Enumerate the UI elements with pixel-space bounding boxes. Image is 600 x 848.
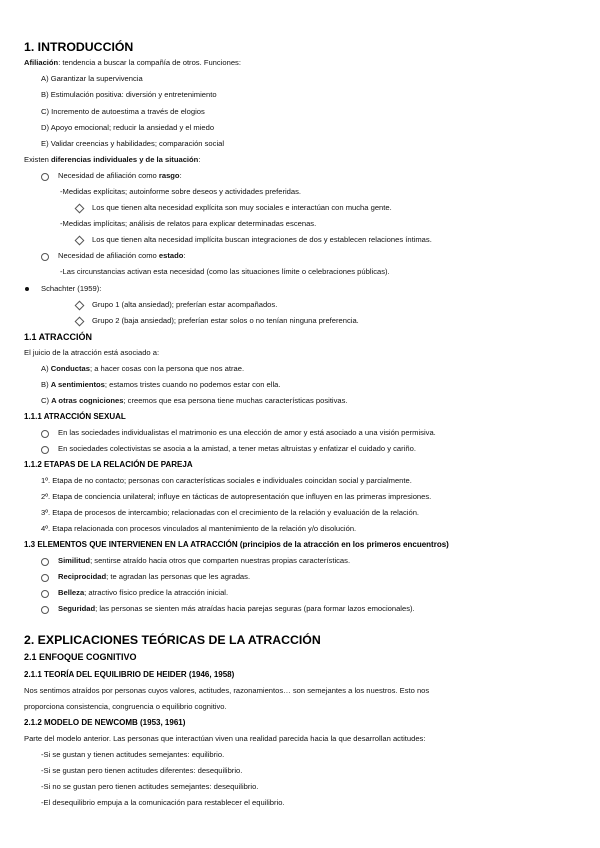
diamond-bullet-icon (75, 301, 85, 311)
etapa-item: 4º. Etapa relacionada con procesos vinculados al mantenimiento de la relación y/o disolución. (41, 524, 357, 533)
section-title-enfoque-cognitivo: 2.1 ENFOQUE COGNITIVO (24, 652, 137, 662)
diferencias-post: : (198, 155, 201, 164)
diferencias-pre: Existen (24, 155, 52, 164)
atraccion-sexual-item: En las sociedades individualistas el matrimonio es una elección de amor y está asociado a una visión permisiva. (58, 428, 436, 437)
item-text: ; estamos tristes cuando no podemos estar con ella. (104, 380, 281, 389)
item-text: ; sentirse atraído hacia otros que comparten nuestras propias características. (90, 556, 351, 565)
function-item: C) Incremento de autoestima a través de elogios (41, 107, 205, 116)
diamond-bullet-icon (75, 236, 85, 246)
section-title-introduccion: 1. INTRODUCCIÓN (24, 40, 134, 54)
item-term: Seguridad (58, 604, 96, 613)
item-term: Conductas (50, 364, 90, 373)
estado-pre: Necesidad de afiliación como (58, 251, 159, 260)
section-title-etapas: 1.1.2 ETAPAS DE LA RELACIÓN DE PAREJA (24, 460, 193, 469)
dot-bullet-icon (25, 287, 29, 291)
grupo-1: Grupo 1 (alta ansiedad); preferían estar acompañados. (92, 300, 278, 309)
atraccion-sexual-item: En sociedades colectivistas se asocia a la amistad, a tener metas altruistas y enfatizar el cuidado y cariño. (58, 444, 416, 453)
rasgo-line (58, 170, 182, 182)
circle-bullet-icon (41, 558, 49, 566)
estado-line (58, 250, 186, 262)
rasgo-pre: Necesidad de afiliación como (58, 171, 159, 180)
function-item: A) Garantizar la supervivencia (41, 74, 143, 83)
section-title-atraccion-sexual: 1.1.1 ATRACCIÓN SEXUAL (24, 412, 126, 421)
section-title-newcomb: 2.1.2 MODELO DE NEWCOMB (1953, 1961) (24, 718, 186, 727)
item-term: A otras cogniciones (51, 396, 124, 405)
item-term: A sentimientos (50, 380, 105, 389)
item-term: Belleza (58, 588, 85, 597)
circle-bullet-icon (41, 606, 49, 614)
explicit-sub: Los que tienen alta necesidad explícita son muy sociales e interactúan con mucha gente. (92, 203, 392, 212)
item-text: ; te agradan las personas que les agradas. (106, 572, 251, 581)
newcomb-item: -Si no se gustan pero tienen actitudes semejantes: desequilibrio. (41, 782, 259, 791)
item-text: ; creemos que esa persona tiene muchas características positivas. (123, 396, 348, 405)
section-title-elementos: 1.3 ELEMENTOS QUE INTERVIENEN EN LA ATRACCIÓN (principios de la atracción en los primeros encuentros) (24, 540, 449, 549)
item-text: ; a hacer cosas con la persona que nos atrae. (89, 364, 245, 373)
circle-bullet-icon (41, 430, 49, 438)
atraccion-item-b (41, 379, 280, 391)
item-prefix: B) (41, 380, 51, 389)
afiliacion-definition (24, 57, 241, 69)
newcomb-intro: Parte del modelo anterior. Las personas que interactúan viven una realidad parecida hacia la que desarrollan actitudes: (24, 734, 426, 743)
atraccion-item-c (41, 395, 348, 407)
elemento-item (58, 555, 350, 567)
circle-bullet-icon (41, 173, 49, 181)
item-term: Similitud (58, 556, 91, 565)
etapa-item: 1º. Etapa de no contacto; personas con características sociales e individuales coincidan social y parcialmente. (41, 476, 412, 485)
section-title-explicaciones: 2. EXPLICACIONES TEÓRICAS DE LA ATRACCIÓN (24, 633, 321, 647)
newcomb-item: -Si se gustan pero tienen actitudes diferentes: desequilibrio. (41, 766, 243, 775)
diferencias-line (24, 154, 200, 166)
newcomb-item: -El desequilibrio empuja a la comunicación para restablecer el equilibrio. (41, 798, 285, 807)
estado-post: : (183, 251, 186, 260)
item-prefix: C) (41, 396, 52, 405)
item-prefix: A) (41, 364, 51, 373)
circle-bullet-icon (41, 446, 49, 454)
rasgo-term: rasgo (158, 171, 180, 180)
item-term: Reciprocidad (58, 572, 107, 581)
circle-bullet-icon (41, 574, 49, 582)
atraccion-intro: El juicio de la atracción está asociado a: (24, 348, 160, 357)
implicit-measures: -Medidas implícitas; análisis de relatos para explicar determinadas escenas. (60, 219, 317, 228)
circle-bullet-icon (41, 253, 49, 261)
estado-sub: -Las circunstancias activan esta necesidad (como las situaciones límite o celebraciones públicas). (60, 267, 390, 276)
implicit-sub: Los que tienen alta necesidad implícita buscan integraciones de dos y establecen relaciones íntimas. (92, 235, 432, 244)
heider-paragraph-line: Nos sentimos atraídos por personas cuyos valores, actitudes, razonamientos… son semejantes a los nuestros. Esto nos (24, 686, 430, 695)
afiliacion-term: Afiliación (24, 58, 59, 67)
elemento-item (58, 587, 228, 599)
diamond-bullet-icon (75, 317, 85, 327)
item-text: ; las personas se sienten más atraídas hacia parejas seguras (para formar lazos emocionales). (95, 604, 415, 613)
etapa-item: 2º. Etapa de conciencia unilateral; influye en tácticas de autopresentación que influyen en las primeras impresiones. (41, 492, 432, 501)
schachter-line: Schachter (1959): (41, 284, 102, 293)
grupo-2: Grupo 2 (baja ansiedad); preferían estar solos o no tenían ninguna preferencia. (92, 316, 359, 325)
rasgo-post: : (179, 171, 182, 180)
afiliacion-def-text: : tendencia a buscar la compañía de otros. Funciones: (58, 58, 241, 67)
estado-term: estado (158, 251, 184, 260)
etapa-item: 3º. Etapa de procesos de intercambio; relacionadas con el crecimiento de la relación y evaluación de la relación. (41, 508, 420, 517)
function-item: B) Estimulación positiva: diversión y entretenimiento (41, 90, 217, 99)
explicit-measures: -Medidas explícitas; autoinforme sobre deseos y actividades preferidas. (60, 187, 302, 196)
diferencias-term: diferencias individuales y de la situación (51, 155, 199, 164)
diamond-bullet-icon (75, 204, 85, 214)
section-title-atraccion: 1.1 ATRACCIÓN (24, 332, 93, 342)
atraccion-item-a (41, 363, 244, 375)
newcomb-item: -Si se gustan y tienen actitudes semejantes: equilibrio. (41, 750, 225, 759)
elemento-item (58, 571, 250, 583)
circle-bullet-icon (41, 590, 49, 598)
item-text: ; atractivo físico predice la atracción inicial. (84, 588, 229, 597)
function-item: D) Apoyo emocional; reducir la ansiedad y el miedo (41, 123, 215, 132)
heider-paragraph-line: proporciona consistencia, congruencia o equilibrio cognitivo. (24, 702, 227, 711)
elemento-item (58, 603, 415, 615)
function-item: E) Validar creencias y habilidades; comparación social (41, 139, 225, 148)
section-title-heider: 2.1.1 TEORÍA DEL EQUILIBRIO DE HEIDER (1946, 1958) (24, 670, 235, 679)
